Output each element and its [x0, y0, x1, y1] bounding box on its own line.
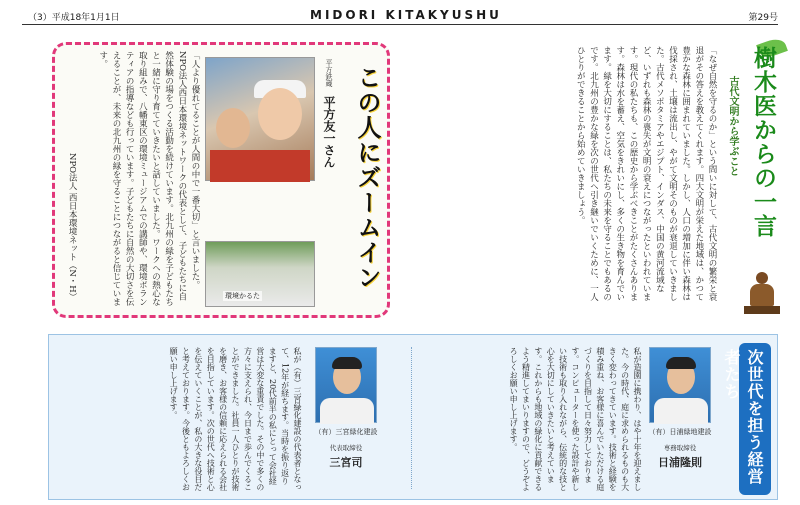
- next-generation-section: [48, 334, 778, 500]
- hiura-suit-shape: [654, 398, 708, 424]
- sannomiya-role: 代表取締役: [329, 444, 363, 452]
- shirt-shape: [210, 150, 310, 182]
- statue-icon: [742, 270, 782, 316]
- person-name: 平方友一さん: [322, 96, 336, 169]
- tree-article-body: 「なぜ自然を守るのか」という問いに対して、古代文明の繁栄と衰退がその答えを教えてくれます。四大文明が栄えた地域は、かつて豊かな森林に囲まれていました。しかし、人口の増加に伴い森林は伐採され、土壌は流出し、やがて文明そのものが衰退していきました。古代メソポタミアやエジプト、インダス、中国の黄河流域など、いずれも森林の喪失が文明の衰えにつながったといわれています。現代の私たちも、この歴史から学ぶべきことがたくさんあります。森林は水を蓄え、空気をきれいにし、多くの生き物を育んでいます。緑を大切にすることは、私たちの未来を守ることでもあるのです。北九州の豊かな緑を次の世代へ引き継いでいくために、一人ひとりができることから始めていきましょう。: [575, 46, 717, 301]
- sannomiya-article-body: 私が（有）三宮緑化建設の代表者となって、12年が経ちます。当時を振り返りますと、20代前半の私にとって会社経営は大変な重責でした。その中で多くの方々に支えられ、今日まで歩んでくることができました。社員一人ひとりが技術を磨き、お客様の信頼に応えられる会社を目指しています。次の世代へ技術と心を伝えていくことが、私の大きな役目だと考えております。今後ともよろしくお願い申し上げます。: [169, 347, 302, 491]
- adult-face-shape: [258, 88, 302, 140]
- child-face-shape: [216, 108, 250, 148]
- kids-photo-caption: 環境かるた: [225, 292, 260, 300]
- sannomiya-company: （有）三宮緑化建設: [314, 428, 378, 436]
- zoom-article-org: NPO法人 西日本環境ネット（N・H）: [67, 152, 78, 301]
- tree-article-title: 樹木医からの一言: [750, 46, 776, 238]
- header-rule: [22, 24, 778, 25]
- statue-base-shape: [744, 306, 780, 314]
- portrait-photo: [205, 57, 315, 181]
- bottom-divider: [411, 347, 412, 489]
- hiura-article-body: 私が造園に携わり、はや十年を迎えました。今の時代、庭に求められるものも大きく変わってきています。技術と経験を積み重ね、お客様に喜んでいただける庭づくりを目指して日々努力しております。コンピューターを使った設計や新しい技術も取り入れながら、伝統的な技と心を大切にしていきたいと考えています。これからも地域の緑化に貢献できるよう精進してまいりますので、どうぞよろしくお願い申し上げます。: [509, 347, 642, 491]
- hiura-name: 日浦隆則: [658, 456, 702, 469]
- sannomiya-suit-shape: [320, 398, 374, 424]
- hiura-caption: [641, 427, 719, 470]
- zoom-article-body: [61, 51, 201, 309]
- zoom-in-title: この人にズームイン: [353, 65, 381, 290]
- statue-head-shape: [756, 272, 768, 284]
- hiura-role: 専務取締役: [663, 444, 697, 452]
- top-section: [48, 32, 778, 322]
- next-generation-title: 次世代を担う経営者たち: [739, 343, 771, 495]
- tree-article-subtitle: 古代文明から学ぶこと: [727, 76, 738, 176]
- zoom-in-panel: [52, 42, 390, 318]
- statue-body-shape: [750, 284, 774, 306]
- page-header: [0, 0, 800, 30]
- sannomiya-caption: [307, 427, 385, 470]
- person-affiliation: 平方鉄蔵: [325, 59, 333, 87]
- sannomiya-name: 三宮司: [329, 456, 363, 469]
- person-name-block: [319, 59, 339, 219]
- hiura-hair-shape: [666, 357, 696, 369]
- hiura-company: （有）日浦緑地建設: [648, 428, 712, 436]
- zoom-article-text: 「人より優れてることが人間の中で一番大切」と言いました。NPO法人西日本環境ネットワークの代表として、子どもたちに自然体験の場をつくる活動を続けています。北九州の緑を子どもたちと一緒に守り育てていきたいと話していました。ワークへの熱心な取り組みで、八幡東区の環境ミュージアムでの講師や、環境ボランティアの指導なども行っています。子どもたちに自然の大切さを伝えることが、未来の北九州の緑を守ることにつながると信じています。: [97, 51, 200, 306]
- newsletter-title: MIDORI KITAKYUSHU: [310, 8, 502, 22]
- sannomiya-portrait: [315, 347, 377, 423]
- hiura-portrait: [649, 347, 711, 423]
- issue-number: 第29号: [748, 13, 778, 23]
- issue-date: （3）平成18年1月1日: [28, 13, 120, 23]
- sannomiya-hair-shape: [332, 357, 362, 369]
